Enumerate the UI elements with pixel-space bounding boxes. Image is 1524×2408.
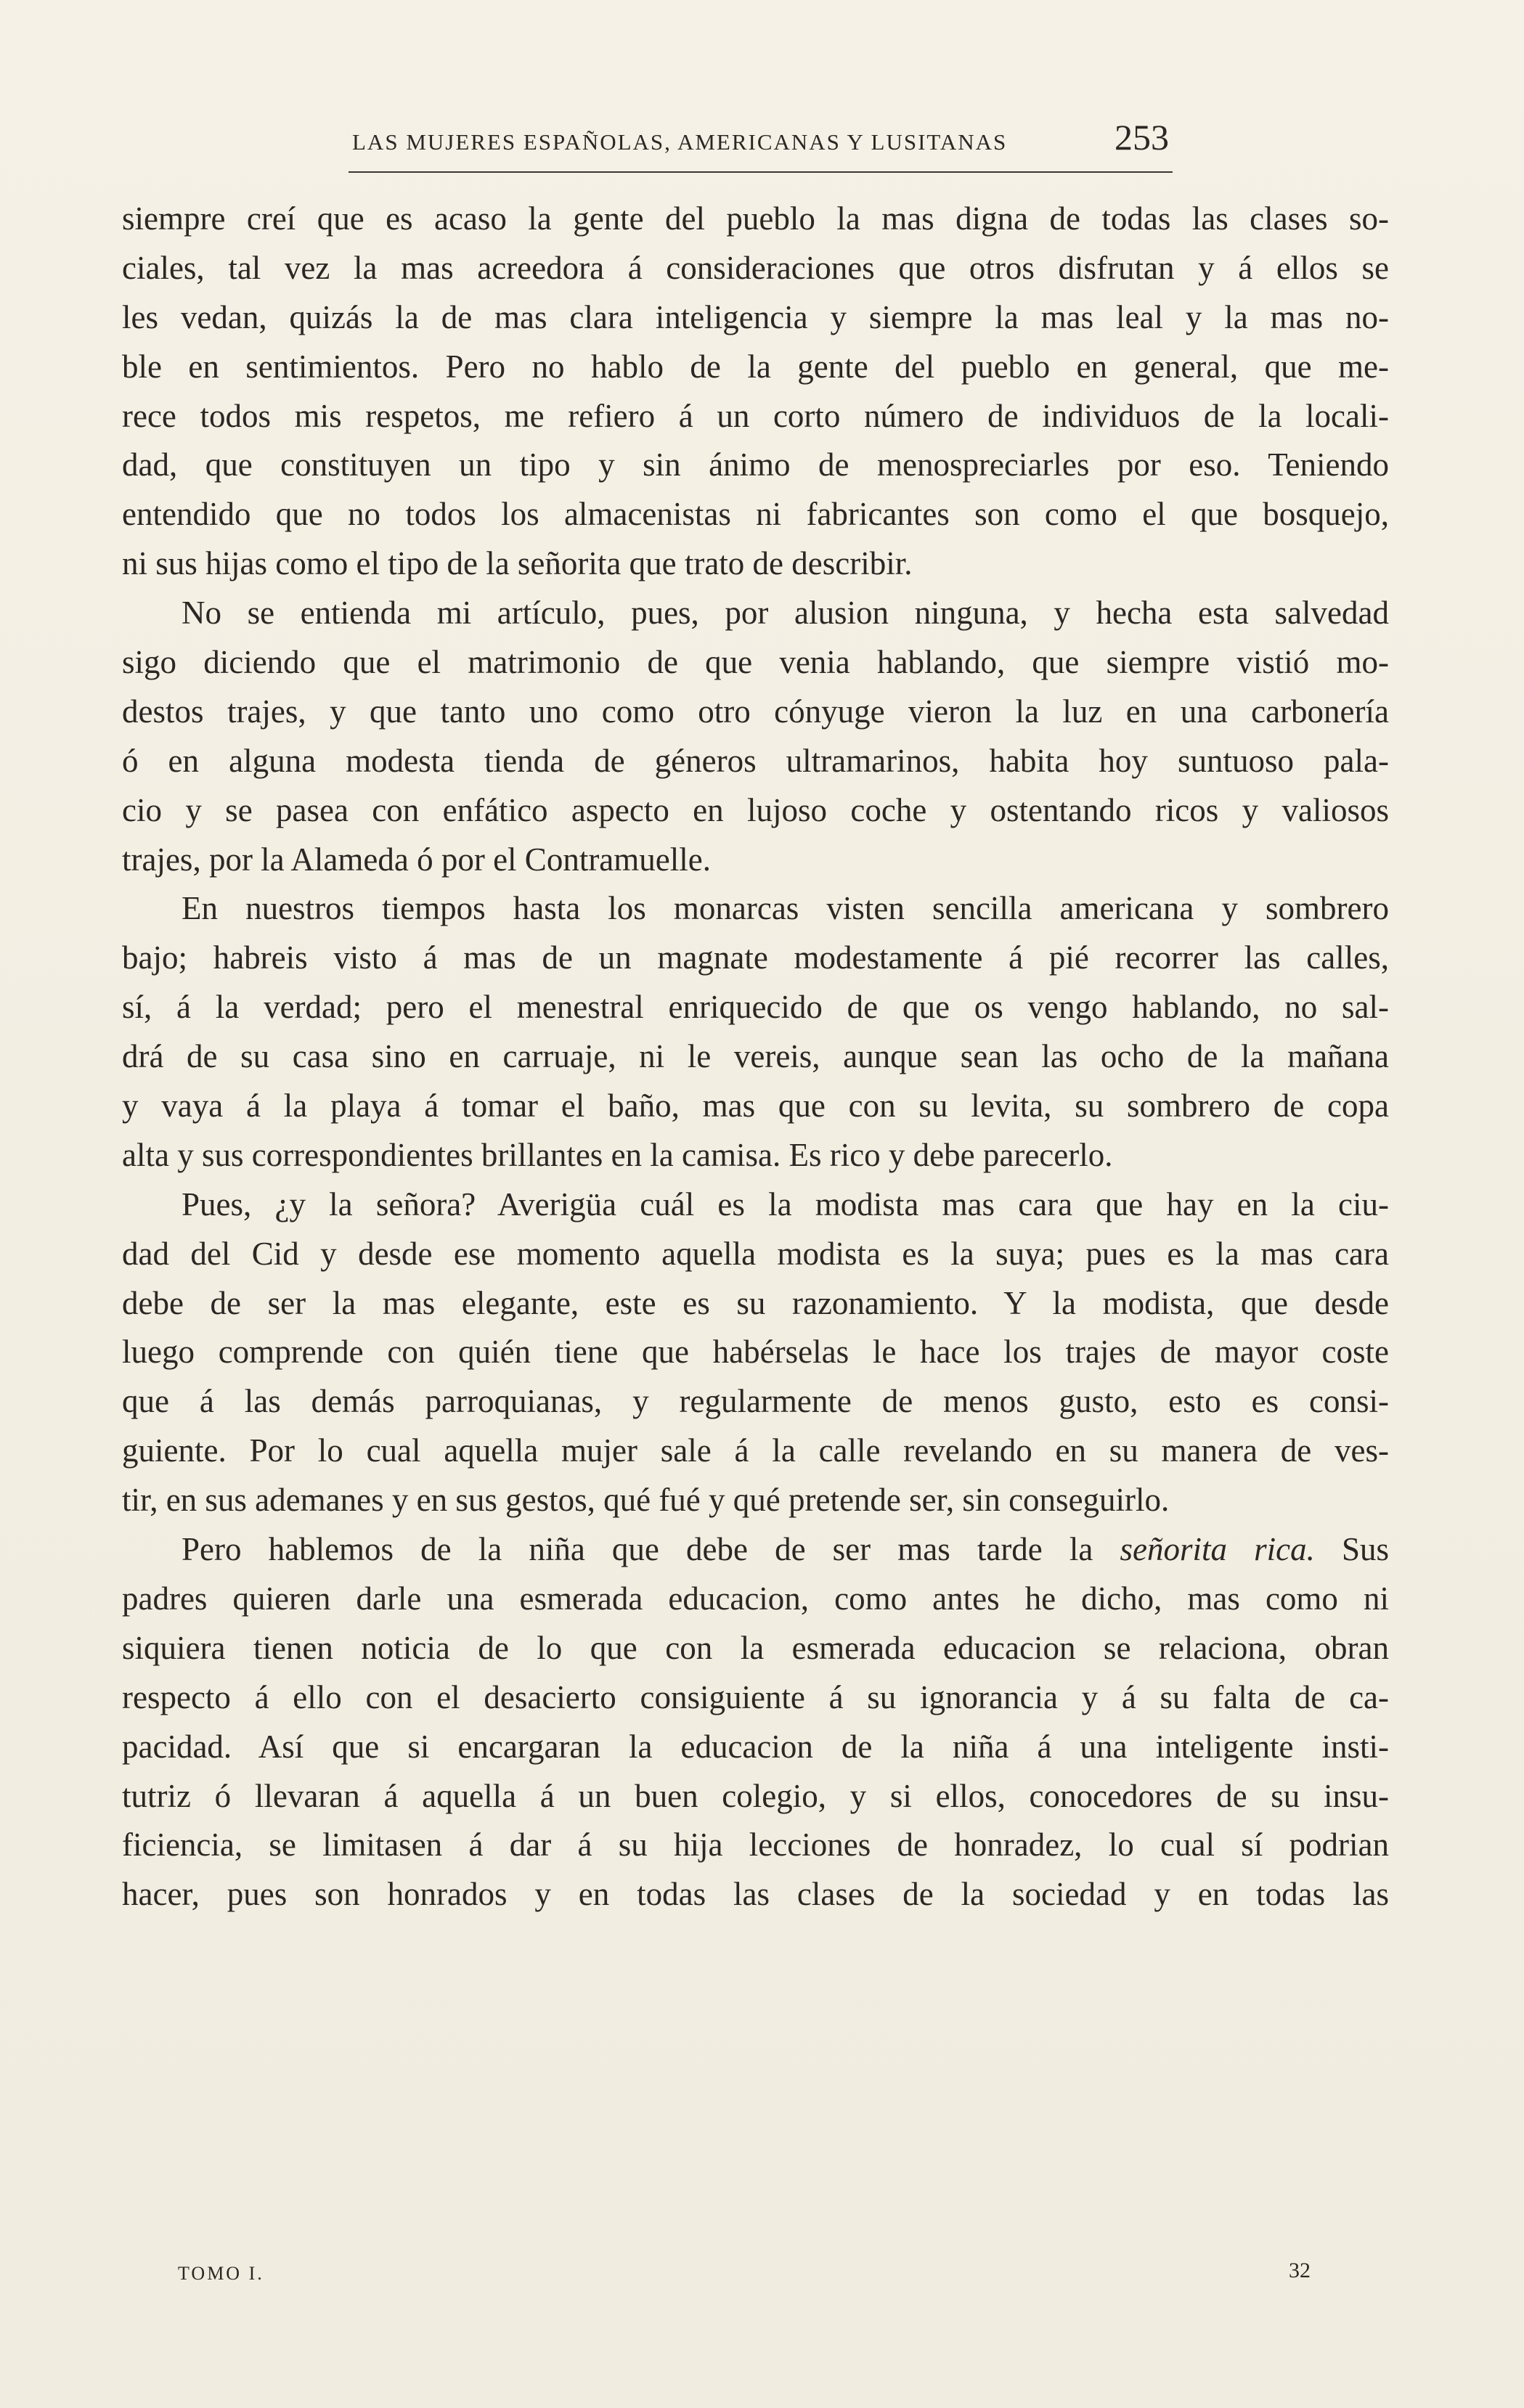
text-line: dad del Cid y desde ese momento aquella modista es la suya; pues es la mas cara <box>122 1235 1389 1272</box>
text-line: alta y sus correspondientes brillantes en la camisa. Es rico y debe parecerlo. <box>122 1136 1113 1173</box>
text-line: guiente. Por lo cual aquella mujer sale á la calle revelando en su manera de ves- <box>122 1432 1389 1469</box>
text-line: siquiera tienen noticia de lo que con la esmerada educacion se relaciona, obran <box>122 1629 1389 1666</box>
text-line: siempre creí que es acaso la gente del pueblo la mas digna de todas las clases so- <box>122 200 1389 237</box>
text-line: les vedan, quizás la de mas clara inteligencia y siempre la mas leal y la mas no- <box>122 298 1389 335</box>
text-line: y vaya á la playa á tomar el baño, mas que con su levita, su sombrero de copa <box>122 1087 1389 1125</box>
text-line: padres quieren darle una esmerada educacion, como antes he dicho, mas como ni <box>122 1580 1389 1617</box>
text-line: pacidad. Así que si encargaran la educacion de la niña á una inteligente insti- <box>122 1728 1389 1765</box>
signature-mark: 32 <box>1289 2258 1311 2282</box>
text-line: trajes, por la Alameda ó por el Contramuelle. <box>122 841 711 878</box>
volume-label: TOMO I. <box>178 2263 264 2284</box>
line-text-end: Sus <box>1341 1531 1390 1568</box>
text-line: ó en alguna modesta tienda de géneros ultramarinos, habita hoy suntuoso pala- <box>122 742 1389 779</box>
line-text: Pero hablemos de la niña que debe de ser mas tarde la <box>182 1531 1093 1568</box>
text-line: ni sus hijas como el tipo de la señorita que trato de describir. <box>122 545 913 582</box>
text-line: respecto á ello con el desacierto consiguiente á su ignorancia y á su falta de ca- <box>122 1678 1389 1715</box>
text-line-with-italic <box>122 1525 1389 1575</box>
text-line: ficiencia, se limitasen á dar á su hija lecciones de honradez, lo cual sí podrian <box>122 1827 1389 1864</box>
text-line: rece todos mis respetos, me refiero á un corto número de individuos de la locali- <box>122 397 1389 434</box>
text-line: No se entienda mi artículo, pues, por alusion ninguna, y hecha esta salvedad <box>182 595 1389 632</box>
page-number: 253 <box>1115 117 1169 158</box>
text-line: ble en sentimientos. Pero no hablo de la gente del pueblo en general, que me- <box>122 348 1389 385</box>
text-line: hacer, pues son honrados y en todas las clases de la sociedad y en todas las <box>122 1876 1389 1913</box>
text-line: En nuestros tiempos hasta los monarcas visten sencilla americana y sombrero <box>182 890 1389 927</box>
text-line: tir, en sus ademanes y en sus gestos, qué fué y qué pretende ser, sin conseguirlo. <box>122 1482 1170 1519</box>
body-text <box>122 195 1389 1919</box>
text-line: dad, que constituyen un tipo y sin ánimo de menospreciarles por eso. Teniendo <box>122 446 1389 483</box>
text-line: sigo diciendo que el matrimonio de que venia hablando, que siempre vistió mo- <box>122 644 1389 681</box>
text-line: sí, á la verdad; pero el menestral enriquecido de que os vengo hablando, no sal- <box>122 989 1389 1026</box>
text-line: ciales, tal vez la mas acreedora á consideraciones que otros disfrutan y á ellos se <box>122 249 1389 286</box>
text-line: tutriz ó llevaran á aquella á un buen colegio, y si ellos, conocedores de su insu- <box>122 1777 1389 1814</box>
text-line: entendido que no todos los almacenistas ni fabricantes son como el que bosquejo, <box>122 496 1389 533</box>
italic-phrase: señorita rica. <box>1120 1531 1315 1568</box>
running-title: LAS MUJERES ESPAÑOLAS, AMERICANAS Y LUSITANAS <box>352 129 1008 155</box>
footer <box>178 2258 1311 2295</box>
text-line: drá de su casa sino en carruaje, ni le vereis, aunque sean las ocho de la mañana <box>122 1038 1389 1075</box>
text-line: bajo; habreis visto á mas de un magnate modestamente á pié recorrer las calles, <box>122 939 1389 976</box>
text-line: cio y se pasea con enfático aspecto en lujoso coche y ostentando ricos y valiosos <box>122 791 1389 828</box>
text-line: que á las demás parroquianas, y regularmente de menos gusto, esto es consi- <box>122 1383 1389 1420</box>
header-rule <box>349 171 1173 173</box>
text-line: debe de ser la mas elegante, este es su razonamiento. Y la modista, que desde <box>122 1284 1389 1321</box>
text-line: Pues, ¿y la señora? Averigüa cuál es la modista mas cara que hay en la ciu- <box>182 1185 1389 1223</box>
running-head <box>352 115 1169 158</box>
text-line: luego comprende con quién tiene que habérselas le hace los trajes de mayor coste <box>122 1334 1389 1371</box>
text-line: destos trajes, y que tanto uno como otro cónyuge vieron la luz en una carbonería <box>122 693 1389 730</box>
